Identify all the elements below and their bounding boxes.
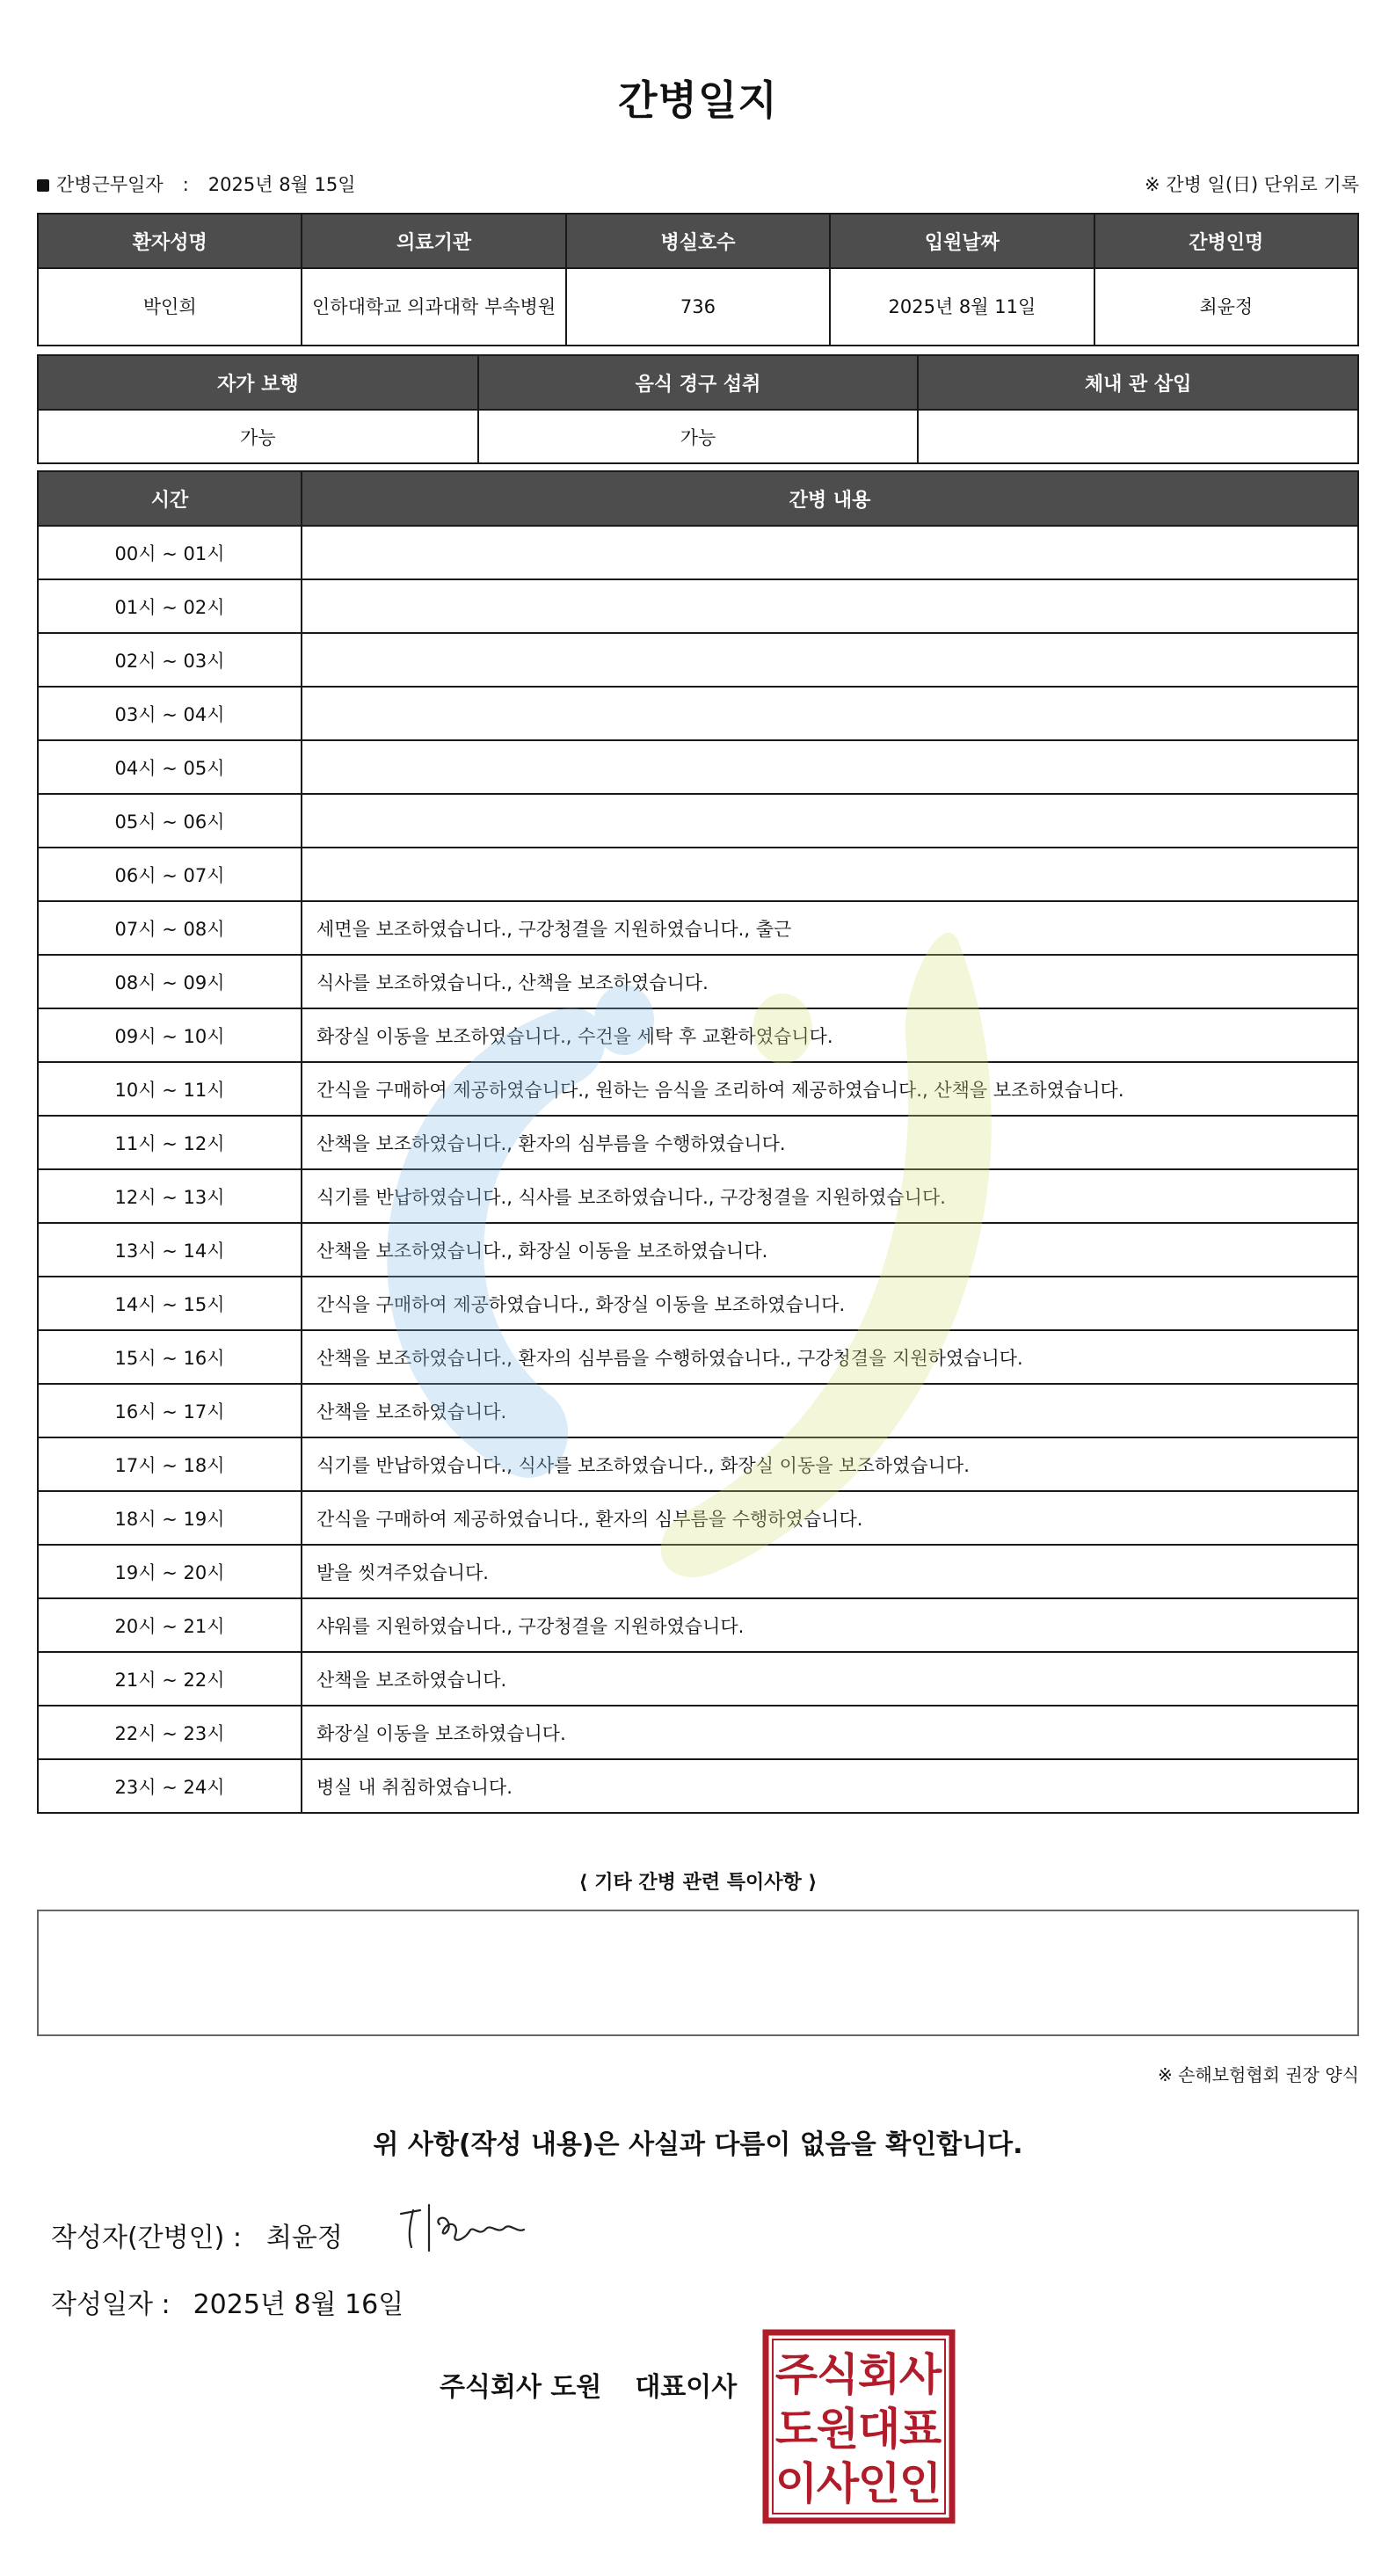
header-tube-insertion: 체내 관 삽입 [918, 355, 1358, 410]
care-content: 산책을 보조하였습니다. [302, 1384, 1358, 1437]
care-content [302, 526, 1358, 579]
work-date-label: 간병근무일자 [56, 174, 164, 195]
table-row [38, 1491, 1358, 1545]
table-row [38, 1437, 1358, 1491]
table-row [38, 633, 1358, 687]
caregiver-name: 최윤정 [1094, 268, 1358, 346]
written-date-line [51, 2282, 404, 2321]
table-row [38, 1330, 1358, 1384]
writer-line [51, 2216, 343, 2254]
time-slot: 01시 ~ 02시 [38, 579, 302, 633]
company-name: 주식회사 도원 [440, 2372, 602, 2403]
table-row [38, 794, 1358, 848]
header-hospital: 의료기관 [302, 214, 565, 268]
care-content [302, 633, 1358, 687]
time-slot: 21시 ~ 22시 [38, 1652, 302, 1706]
time-slot: 07시 ~ 08시 [38, 901, 302, 955]
care-content [302, 794, 1358, 848]
seal-character: 사 [816, 2458, 860, 2509]
room-number: 736 [566, 268, 830, 346]
care-content: 화장실 이동을 보조하였습니다., 수건을 세탁 후 교환하였습니다. [302, 1008, 1358, 1062]
care-content: 산책을 보조하였습니다., 환자의 심부름을 수행하였습니다. [302, 1116, 1358, 1169]
table-row [38, 848, 1358, 901]
work-date-colon: : [182, 174, 189, 195]
seal-character: 표 [898, 2404, 942, 2455]
writer-label: 작성자(간병인) : [51, 2223, 242, 2253]
care-content: 샤워를 지원하였습니다., 구강청결을 지원하였습니다. [302, 1598, 1358, 1652]
care-log-table [37, 470, 1359, 1814]
time-slot: 00시 ~ 01시 [38, 526, 302, 579]
patient-info-table [37, 213, 1359, 346]
care-content: 간식을 구매하여 제공하였습니다., 원하는 음식을 조리하여 제공하였습니다., 산책을 보조하였습니다. [302, 1062, 1358, 1116]
time-slot: 06시 ~ 07시 [38, 848, 302, 901]
unit-note: ※ 간병 일(日) 단위로 기록 [1145, 174, 1359, 195]
header-admission-date: 입원날짜 [830, 214, 1094, 268]
time-slot: 16시 ~ 17시 [38, 1384, 302, 1437]
table-row [38, 955, 1358, 1008]
time-slot: 11시 ~ 12시 [38, 1116, 302, 1169]
time-slot: 14시 ~ 15시 [38, 1277, 302, 1330]
time-slot: 10시 ~ 11시 [38, 1062, 302, 1116]
time-slot: 22시 ~ 23시 [38, 1706, 302, 1759]
care-content: 산책을 보조하였습니다., 환자의 심부름을 수행하였습니다., 구강청결을 지원하였습니다. [302, 1330, 1358, 1384]
hospital: 인하대학교 의과대학 부속병원 [302, 268, 565, 346]
handwritten-signature [394, 2198, 534, 2259]
header-patient-name: 환자성명 [38, 214, 302, 268]
table-row [38, 579, 1358, 633]
seal-character: 사 [898, 2349, 942, 2400]
seal-character: 주 [774, 2349, 818, 2400]
seal-character: 도 [774, 2404, 818, 2455]
table-row [38, 1169, 1358, 1223]
care-content: 간식을 구매하여 제공하였습니다., 화장실 이동을 보조하였습니다. [302, 1277, 1358, 1330]
table-row [38, 1062, 1358, 1116]
document-title: 간병일지 [618, 76, 778, 124]
table-row [38, 526, 1358, 579]
tube-insertion-value [918, 410, 1358, 463]
table-row [38, 1759, 1358, 1813]
oral-intake-value: 가능 [478, 410, 919, 463]
table-row [38, 1545, 1358, 1598]
care-content: 식사를 보조하였습니다., 산책을 보조하였습니다. [302, 955, 1358, 1008]
care-content: 발을 씻겨주었습니다. [302, 1545, 1358, 1598]
care-content: 화장실 이동을 보조하였습니다. [302, 1706, 1358, 1759]
seal-character: 인 [898, 2458, 942, 2509]
bullet-square-icon [37, 179, 49, 192]
care-content [302, 687, 1358, 740]
care-content [302, 579, 1358, 633]
time-slot: 12시 ~ 13시 [38, 1169, 302, 1223]
written-date-label: 작성일자 : [51, 2289, 171, 2320]
table-row [38, 1706, 1358, 1759]
special-notes-box [37, 1910, 1359, 2036]
status-table [37, 354, 1359, 464]
table-row [38, 901, 1358, 955]
seal-character: 원 [816, 2404, 860, 2455]
table-row [38, 1223, 1358, 1277]
time-slot: 02시 ~ 03시 [38, 633, 302, 687]
header-self-walking: 자가 보행 [38, 355, 478, 410]
care-content: 산책을 보조하였습니다. [302, 1652, 1358, 1706]
company-role: 대표이사 [635, 2372, 738, 2403]
company-line [440, 2365, 770, 2404]
time-slot: 13시 ~ 14시 [38, 1223, 302, 1277]
work-date [37, 171, 356, 197]
time-slot: 03시 ~ 04시 [38, 687, 302, 740]
seal-character: 식 [816, 2349, 860, 2400]
time-slot: 19시 ~ 20시 [38, 1545, 302, 1598]
care-content: 세면을 보조하였습니다., 구강청결을 지원하였습니다., 출근 [302, 901, 1358, 955]
special-notes-title: ⟨ 기타 간병 관련 특이사항 ⟩ [578, 1872, 818, 1894]
time-slot: 17시 ~ 18시 [38, 1437, 302, 1491]
time-slot: 09시 ~ 10시 [38, 1008, 302, 1062]
seal-character: 이 [774, 2458, 818, 2509]
time-slot: 20시 ~ 21시 [38, 1598, 302, 1652]
company-seal-stamp [761, 2328, 956, 2525]
seal-character: 대 [857, 2404, 901, 2455]
admission-date: 2025년 8월 11일 [830, 268, 1094, 346]
header-time: 시간 [38, 471, 302, 526]
self-walking-value: 가능 [38, 410, 478, 463]
seal-character: 회 [857, 2349, 901, 2400]
care-content: 식기를 반납하였습니다., 식사를 보조하였습니다., 화장실 이동을 보조하였습니다. [302, 1437, 1358, 1491]
table-row [38, 1598, 1358, 1652]
table-row [38, 740, 1358, 794]
time-slot: 18시 ~ 19시 [38, 1491, 302, 1545]
table-row [38, 1384, 1358, 1437]
writer-name: 최윤정 [265, 2223, 343, 2253]
seal-character: 인 [857, 2458, 901, 2509]
header-caregiver: 간병인명 [1094, 214, 1358, 268]
form-note: ※ 손해보험협회 권장 양식 [1157, 2064, 1359, 2085]
table-row [38, 687, 1358, 740]
care-content: 산책을 보조하였습니다., 화장실 이동을 보조하였습니다. [302, 1223, 1358, 1277]
care-content: 식기를 반납하였습니다., 식사를 보조하였습니다., 구강청결을 지원하였습니다. [302, 1169, 1358, 1223]
header-oral-intake: 음식 경구 섭취 [478, 355, 919, 410]
time-slot: 04시 ~ 05시 [38, 740, 302, 794]
care-content: 병실 내 취침하였습니다. [302, 1759, 1358, 1813]
time-slot: 08시 ~ 09시 [38, 955, 302, 1008]
time-slot: 23시 ~ 24시 [38, 1759, 302, 1813]
table-row [38, 1116, 1358, 1169]
work-date-value: 2025년 8월 15일 [207, 174, 356, 195]
header-room: 병실호수 [566, 214, 830, 268]
table-row [38, 1652, 1358, 1706]
time-slot: 05시 ~ 06시 [38, 794, 302, 848]
written-date-value: 2025년 8월 16일 [193, 2289, 404, 2320]
care-content [302, 740, 1358, 794]
care-content [302, 848, 1358, 901]
time-slot: 15시 ~ 16시 [38, 1330, 302, 1384]
confirmation-statement: 위 사항(작성 내용)은 사실과 다름이 없음을 확인합니다. [373, 2129, 1023, 2160]
table-row [38, 1277, 1358, 1330]
patient-name: 박인희 [38, 268, 302, 346]
care-content: 간식을 구매하여 제공하였습니다., 환자의 심부름을 수행하였습니다. [302, 1491, 1358, 1545]
table-row [38, 1008, 1358, 1062]
header-care-content: 간병 내용 [302, 471, 1358, 526]
